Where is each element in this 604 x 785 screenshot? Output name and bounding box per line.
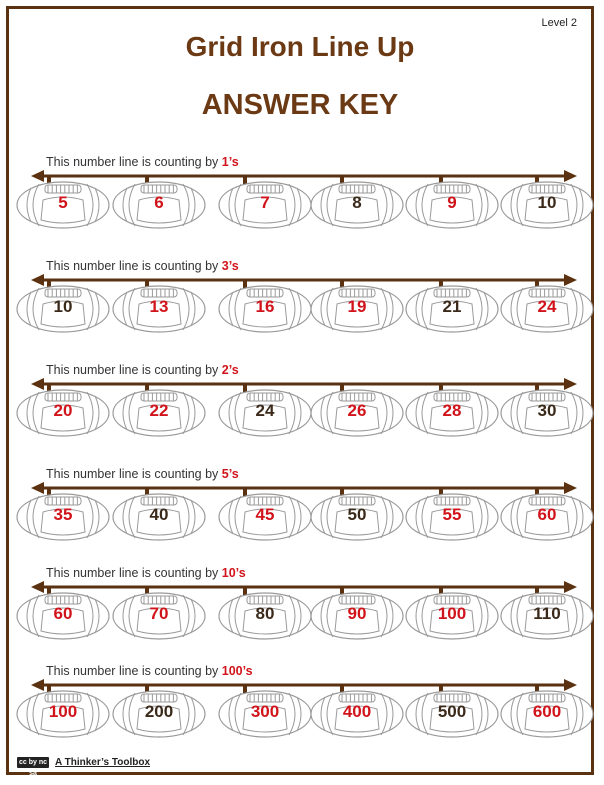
footer-credit-link[interactable]: A Thinker’s Toolbox: [55, 757, 151, 768]
answer-number: 35: [53, 505, 73, 524]
football-cell: [404, 284, 500, 334]
football-cell: [499, 388, 595, 438]
answer-number: 100: [48, 702, 78, 721]
answer-number: 6: [154, 193, 164, 212]
number-line-caption: [46, 259, 239, 273]
caption-prefix: This number line is counting by: [46, 363, 222, 377]
caption-prefix: This number line is counting by: [46, 155, 222, 169]
number-line-caption: [46, 566, 246, 580]
given-number: 200: [144, 702, 174, 721]
number-line-caption: [46, 155, 239, 169]
football-cell: [309, 388, 405, 438]
football-cell: [309, 492, 405, 542]
football-cell: [111, 591, 207, 641]
number-line-caption: [46, 467, 239, 481]
number-line-row: [9, 155, 591, 259]
license-badge: cc by nc sa: [18, 759, 47, 777]
answer-number: 24: [537, 297, 557, 316]
football-cell: [404, 689, 500, 739]
number-line-row: [9, 664, 591, 777]
level-label: Level 2: [541, 17, 577, 29]
counting-by-value: 3’s: [221, 259, 239, 273]
answer-key-heading: ANSWER KEY: [201, 89, 399, 121]
caption-prefix: This number line is counting by: [46, 664, 222, 678]
football-row: [9, 689, 591, 749]
football-row: [9, 591, 591, 651]
number-line-row: [9, 467, 591, 571]
caption-prefix: This number line is counting by: [46, 566, 222, 580]
page-title: Grid Iron Line Up: [185, 31, 415, 62]
football-cell: [499, 180, 595, 230]
football-row: [9, 180, 591, 240]
answer-number: 26: [347, 401, 367, 420]
counting-by-value: 1’s: [221, 155, 239, 169]
football-cell: [111, 492, 207, 542]
given-number: 21: [442, 297, 462, 316]
football-cell: [15, 180, 111, 230]
football-row: [9, 284, 591, 344]
football-cell: [111, 180, 207, 230]
answer-number: 600: [532, 702, 562, 721]
given-number: 30: [537, 401, 557, 420]
footer: [17, 757, 151, 777]
counting-by-value: 100’s: [221, 664, 253, 678]
number-line-caption: [46, 664, 253, 678]
football-cell: [111, 689, 207, 739]
answer-number: 16: [255, 297, 275, 316]
football-cell: [217, 492, 313, 542]
answer-number: 55: [442, 505, 462, 524]
football-cell: [309, 689, 405, 739]
answer-number: 45: [255, 505, 275, 524]
football-cell: [404, 180, 500, 230]
answer-number: 13: [149, 297, 169, 316]
worksheet-page: [6, 6, 594, 775]
football-cell: [111, 284, 207, 334]
answer-number: 9: [447, 193, 457, 212]
given-number: 24: [255, 401, 275, 420]
given-number: 110: [533, 604, 561, 623]
given-number: 10: [537, 193, 557, 212]
given-number: 8: [352, 193, 362, 212]
answer-number: 70: [149, 604, 169, 623]
football-cell: [15, 591, 111, 641]
football-cell: [499, 492, 595, 542]
football-cell: [404, 591, 500, 641]
answer-number: 19: [347, 297, 367, 316]
football-cell: [309, 591, 405, 641]
football-cell: [217, 388, 313, 438]
football-cell: [15, 689, 111, 739]
caption-prefix: This number line is counting by: [46, 467, 222, 481]
football-cell: [217, 180, 313, 230]
football-cell: [309, 284, 405, 334]
football-cell: [404, 388, 500, 438]
football-cell: [217, 591, 313, 641]
given-number: 10: [53, 297, 73, 316]
given-number: 50: [347, 505, 367, 524]
football-cell: [15, 284, 111, 334]
number-line-caption: [46, 363, 239, 377]
football-cell: [15, 388, 111, 438]
answer-number: 5: [58, 193, 68, 212]
football-row: [9, 388, 591, 448]
answer-number: 60: [53, 604, 73, 623]
football-cell: [404, 492, 500, 542]
answer-number: 22: [149, 401, 169, 420]
answer-number: 20: [53, 401, 73, 420]
number-line-row: [9, 566, 591, 670]
number-line-row: [9, 363, 591, 467]
football-cell: [217, 689, 313, 739]
given-number: 80: [255, 604, 275, 623]
football-cell: [111, 388, 207, 438]
answer-number: 60: [537, 505, 557, 524]
answer-number: 400: [342, 702, 372, 721]
football-cell: [499, 591, 595, 641]
football-cell: [499, 689, 595, 739]
football-row: [9, 492, 591, 552]
answer-number: 100: [437, 604, 467, 623]
answer-number: 7: [260, 193, 270, 212]
answer-number: 28: [442, 401, 462, 420]
caption-prefix: This number line is counting by: [46, 259, 222, 273]
counting-by-value: 10’s: [221, 566, 246, 580]
football-cell: [309, 180, 405, 230]
counting-by-value: 5’s: [221, 467, 239, 481]
football-cell: [499, 284, 595, 334]
number-line-row: [9, 259, 591, 363]
answer-number: 90: [347, 604, 367, 623]
given-number: 500: [437, 702, 467, 721]
football-cell: [15, 492, 111, 542]
given-number: 40: [149, 505, 169, 524]
counting-by-value: 2’s: [221, 363, 239, 377]
football-cell: [217, 284, 313, 334]
answer-number: 300: [250, 702, 280, 721]
